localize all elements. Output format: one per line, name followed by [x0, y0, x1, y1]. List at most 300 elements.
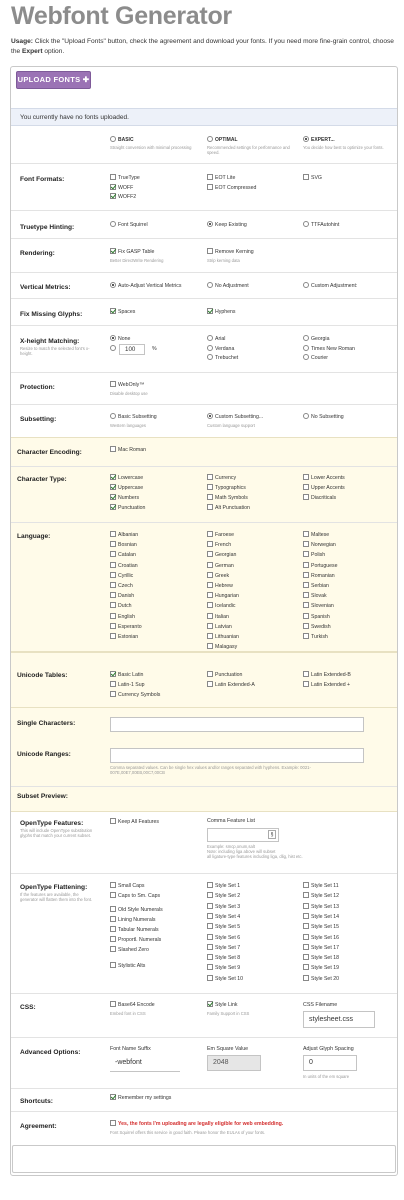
option-label: Style Set 5 — [215, 924, 241, 931]
keep-all-features-checkbox[interactable] — [110, 818, 159, 826]
option-description: Strip kerning data — [207, 258, 240, 263]
checkbox[interactable] — [110, 484, 116, 490]
radio-button[interactable] — [303, 354, 309, 360]
checkbox[interactable] — [207, 602, 213, 608]
label-rendering: Rendering: — [20, 250, 55, 257]
checkbox[interactable] — [303, 494, 309, 500]
language-option[interactable] — [207, 592, 239, 600]
label-charenc: Character Encoding: — [17, 449, 82, 456]
language-option[interactable] — [207, 623, 232, 631]
unicode-table-option[interactable] — [110, 681, 145, 689]
checkbox[interactable] — [110, 446, 116, 452]
option-label: Tabular Numerals — [118, 927, 159, 933]
chartype-option[interactable] — [207, 504, 250, 512]
style-set-option[interactable] — [303, 903, 339, 911]
checkbox[interactable] — [207, 484, 213, 490]
language-option[interactable] — [110, 602, 132, 610]
style-set-option[interactable] — [207, 975, 243, 983]
flatten-option[interactable] — [110, 946, 149, 954]
style-set-option[interactable] — [207, 944, 240, 952]
hinting-option[interactable] — [303, 221, 339, 229]
label-subsetting: Subsetting: — [20, 416, 57, 423]
checkbox[interactable] — [207, 944, 213, 950]
option-label: Mac Roman — [118, 447, 146, 453]
base64-checkbox[interactable] — [110, 1001, 155, 1009]
checkbox[interactable] — [303, 582, 309, 588]
checkbox[interactable] — [207, 582, 213, 588]
checkbox[interactable] — [303, 681, 309, 687]
checkbox[interactable] — [110, 1094, 116, 1100]
xheight-font-option[interactable] — [207, 335, 225, 343]
checkbox[interactable] — [207, 1001, 213, 1007]
agreement-checkbox[interactable] — [110, 1120, 283, 1128]
checkbox[interactable] — [207, 592, 213, 598]
xheight-font-option[interactable] — [303, 335, 329, 343]
upload-fonts-button[interactable]: UPLOAD FONTS ✚ — [16, 71, 91, 89]
checkbox[interactable] — [207, 623, 213, 629]
xheight-none[interactable] — [110, 335, 130, 343]
checkbox[interactable] — [207, 882, 213, 888]
unicode-ranges-input[interactable] — [110, 748, 364, 763]
checkbox[interactable] — [110, 184, 116, 190]
language-option[interactable] — [110, 531, 138, 539]
language-option[interactable] — [207, 643, 237, 651]
language-option[interactable] — [303, 592, 327, 600]
radio-button[interactable] — [110, 345, 116, 351]
label-single: Single Characters: — [17, 720, 76, 727]
checkbox[interactable] — [110, 936, 116, 942]
radio-button[interactable] — [207, 335, 213, 341]
checkbox[interactable] — [110, 962, 116, 968]
checkbox[interactable] — [110, 1120, 116, 1126]
vmetrics-option[interactable] — [303, 282, 357, 290]
xheight-value-input[interactable]: 100 — [119, 344, 145, 355]
css-filename-label: CSS Filename — [303, 1002, 338, 1008]
chartype-option[interactable] — [207, 484, 246, 492]
checkbox[interactable] — [207, 892, 213, 898]
language-option[interactable] — [110, 623, 142, 631]
language-option[interactable] — [110, 551, 136, 559]
checkbox[interactable] — [110, 494, 116, 500]
checkbox[interactable] — [110, 623, 116, 629]
language-option[interactable] — [303, 613, 330, 621]
radio-button[interactable] — [110, 282, 116, 288]
language-option[interactable] — [207, 562, 234, 570]
checkbox[interactable] — [110, 671, 116, 677]
checkbox[interactable] — [110, 551, 116, 557]
checkbox[interactable] — [110, 174, 116, 180]
language-option[interactable] — [303, 531, 329, 539]
chartype-option[interactable] — [303, 494, 336, 502]
style-set-option[interactable] — [303, 934, 339, 942]
format-option[interactable] — [303, 174, 322, 182]
radio-button[interactable] — [110, 413, 116, 419]
language-option[interactable] — [207, 551, 236, 559]
vmetrics-option[interactable] — [110, 282, 181, 290]
radio-button[interactable] — [303, 136, 309, 142]
checkbox[interactable] — [207, 184, 213, 190]
checkbox[interactable] — [303, 484, 309, 490]
option-description: Better DirectWrite Rendering — [110, 258, 164, 263]
option-label: Style Set 19 — [311, 965, 339, 972]
option-label: Danish — [118, 593, 135, 600]
label-css: CSS: — [20, 1004, 36, 1011]
flatten-option[interactable] — [110, 892, 160, 900]
single-characters-input[interactable] — [110, 717, 364, 732]
checkbox[interactable] — [303, 613, 309, 619]
option-label: Hebrew — [215, 583, 233, 589]
checkbox[interactable] — [207, 913, 213, 919]
style-set-option[interactable] — [303, 892, 339, 900]
glyph-spacing-input[interactable]: 0 — [303, 1055, 357, 1071]
xheight-font-option[interactable] — [303, 354, 328, 362]
style-set-option[interactable] — [207, 964, 240, 972]
checkbox[interactable] — [110, 474, 116, 480]
option-label: Uppercase — [118, 485, 144, 491]
option-description: You decide how best to optimize your fonts. — [303, 145, 384, 150]
checkbox[interactable] — [207, 504, 213, 510]
language-option[interactable] — [110, 541, 137, 549]
option-label: Keep Existing — [215, 222, 247, 228]
language-option[interactable] — [110, 633, 138, 641]
option-label: Stylistic Alts — [118, 963, 146, 969]
hinting-option[interactable] — [110, 221, 148, 229]
checkbox[interactable] — [207, 613, 213, 619]
checkbox[interactable] — [110, 892, 116, 898]
option-label: Keep All Features — [118, 819, 159, 825]
missing-glyph-option[interactable] — [207, 308, 235, 316]
flatten-option[interactable] — [110, 962, 145, 970]
option-description: Recommended settings for performance and speed. — [207, 145, 290, 156]
checkbox[interactable] — [110, 691, 116, 697]
checkbox[interactable] — [207, 964, 213, 970]
mode-1[interactable] — [207, 136, 238, 144]
flatten-option[interactable] — [110, 882, 145, 890]
xheight-font-option[interactable] — [303, 345, 355, 353]
format-option[interactable] — [110, 193, 136, 201]
language-option[interactable] — [207, 541, 231, 549]
radio-button[interactable] — [207, 221, 213, 227]
checkbox[interactable] — [110, 582, 116, 588]
checkbox[interactable] — [207, 531, 213, 537]
divider — [11, 1111, 397, 1112]
unicode-table-option[interactable] — [303, 681, 350, 689]
em-square-input[interactable]: 2048 — [207, 1055, 261, 1071]
checkbox[interactable] — [303, 903, 309, 909]
checkbox[interactable] — [110, 308, 116, 314]
language-option[interactable] — [110, 562, 138, 570]
radio-button[interactable] — [110, 136, 116, 142]
flatten-option[interactable] — [110, 906, 163, 914]
checkbox[interactable] — [303, 623, 309, 629]
language-option[interactable] — [207, 613, 229, 621]
style-link-checkbox[interactable] — [207, 1001, 238, 1009]
divider — [11, 238, 397, 239]
option-label: Courier — [311, 355, 329, 361]
checkbox[interactable] — [207, 923, 213, 929]
radio-button[interactable] — [207, 413, 213, 419]
language-option[interactable] — [110, 592, 134, 600]
checkbox[interactable] — [207, 633, 213, 639]
language-option[interactable] — [207, 602, 235, 610]
chartype-option[interactable] — [110, 474, 143, 482]
option-label: Basic Latin — [118, 672, 144, 678]
checkbox[interactable] — [110, 926, 116, 932]
feature-list-resize-icon: § — [268, 830, 276, 839]
checkbox[interactable] — [110, 504, 116, 510]
radio-button[interactable] — [303, 335, 309, 341]
option-label: Icelandic — [215, 603, 236, 610]
checkbox[interactable] — [207, 474, 213, 480]
checkbox[interactable] — [303, 602, 309, 608]
option-label: Croatian — [118, 562, 138, 569]
option-label: Style Set 14 — [311, 913, 339, 920]
checkbox[interactable] — [110, 882, 116, 888]
language-option[interactable] — [303, 551, 325, 559]
chartype-option[interactable] — [303, 474, 345, 482]
option-label: WebOnly™ — [118, 382, 145, 388]
radio-button[interactable] — [303, 282, 309, 288]
radio-button[interactable] — [207, 345, 213, 351]
option-label: Esperanto — [118, 623, 142, 630]
checkbox[interactable] — [303, 954, 309, 960]
style-set-option[interactable] — [303, 975, 339, 983]
option-label: None — [118, 336, 131, 342]
checkbox[interactable] — [110, 381, 116, 387]
option-label: Style Set 12 — [311, 893, 339, 900]
option-label: TrueType — [118, 175, 140, 181]
checkbox[interactable] — [303, 892, 309, 898]
subsetting-option[interactable] — [207, 413, 263, 421]
option-label: Dutch — [118, 603, 132, 610]
option-label: Times New Roman — [311, 345, 355, 352]
checkbox[interactable] — [303, 671, 309, 677]
checkbox[interactable] — [303, 541, 309, 547]
language-option[interactable] — [207, 531, 234, 539]
style-set-option[interactable] — [207, 892, 240, 900]
checkbox[interactable] — [303, 975, 309, 981]
checkbox[interactable] — [303, 944, 309, 950]
option-label: Italian — [215, 613, 229, 620]
unicode-table-option[interactable] — [110, 691, 160, 699]
checkbox[interactable] — [110, 602, 116, 608]
radio-button[interactable] — [303, 345, 309, 351]
checkbox[interactable] — [303, 474, 309, 480]
option-label: Georgian — [215, 552, 237, 559]
format-option[interactable] — [207, 184, 256, 192]
usage-text: Usage: Click the "Upload Fonts" button, check the agreement and download your fonts. If you need more fine-grain control, choose the Expert option. — [11, 38, 394, 55]
subsetting-option[interactable] — [110, 413, 157, 421]
xheight-font-option[interactable] — [207, 345, 234, 353]
checkbox[interactable] — [207, 954, 213, 960]
mode-2[interactable] — [303, 136, 335, 144]
chartype-option[interactable] — [207, 474, 236, 482]
checkbox[interactable] — [303, 923, 309, 929]
label-ranges: Unicode Ranges: — [17, 751, 71, 758]
chartype-option[interactable] — [207, 494, 248, 502]
style-set-option[interactable] — [207, 954, 240, 962]
radio-button[interactable] — [207, 136, 213, 142]
radio-button[interactable] — [303, 413, 309, 419]
xheight-font-option[interactable] — [207, 354, 238, 362]
format-option[interactable] — [207, 174, 235, 182]
unicode-table-option[interactable] — [110, 671, 143, 679]
language-option[interactable] — [207, 582, 233, 590]
checkbox[interactable] — [303, 964, 309, 970]
flatten-option[interactable] — [110, 926, 159, 934]
language-option[interactable] — [110, 582, 133, 590]
checkbox[interactable] — [303, 562, 309, 568]
style-set-option[interactable] — [303, 944, 339, 952]
subset-section-bg — [11, 437, 397, 652]
chartype-option[interactable] — [110, 484, 143, 492]
checkbox[interactable] — [207, 174, 213, 180]
css-filename-input[interactable]: stylesheet.css — [303, 1011, 375, 1028]
checkbox[interactable] — [207, 681, 213, 687]
style-set-option[interactable] — [303, 964, 339, 972]
rendering-option[interactable] — [207, 248, 254, 256]
format-option[interactable] — [110, 174, 140, 182]
chartype-option[interactable] — [110, 494, 139, 502]
vmetrics-option[interactable] — [207, 282, 249, 290]
option-label: Old Style Numerals — [118, 907, 163, 913]
checkbox[interactable] — [110, 562, 116, 568]
language-option[interactable] — [207, 633, 239, 641]
option-label: Base64 Encode — [118, 1002, 155, 1008]
unicode-table-option[interactable] — [303, 671, 351, 679]
style-set-option[interactable] — [207, 913, 240, 921]
checkbox[interactable] — [303, 531, 309, 537]
mac-roman-checkbox[interactable] — [110, 446, 146, 454]
label-otfeat: OpenType Features: — [20, 820, 84, 827]
language-option[interactable] — [303, 623, 331, 631]
checkbox[interactable] — [110, 572, 116, 578]
mode-title: OPTIMAL — [215, 137, 238, 143]
option-label: % — [152, 346, 157, 352]
radio-button[interactable] — [303, 221, 309, 227]
option-label: Upper Accents — [311, 485, 345, 491]
divider — [11, 298, 397, 299]
checkbox[interactable] — [207, 572, 213, 578]
option-label: SVG — [311, 175, 322, 181]
remember-settings-checkbox[interactable] — [110, 1094, 171, 1102]
language-option[interactable] — [303, 572, 335, 580]
language-option[interactable] — [303, 633, 328, 641]
missing-glyph-option[interactable] — [110, 308, 135, 316]
unicode-table-option[interactable] — [207, 681, 255, 689]
checkbox[interactable] — [207, 494, 213, 500]
subsetting-option[interactable] — [303, 413, 344, 421]
checkbox[interactable] — [303, 913, 309, 919]
checkbox[interactable] — [110, 1001, 116, 1007]
chartype-option[interactable] — [303, 484, 345, 492]
chartype-option[interactable] — [110, 504, 145, 512]
checkbox[interactable] — [207, 551, 213, 557]
checkbox[interactable] — [207, 562, 213, 568]
flatten-option[interactable] — [110, 916, 155, 924]
checkbox[interactable] — [303, 592, 309, 598]
checkbox[interactable] — [303, 882, 309, 888]
checkbox[interactable] — [207, 541, 213, 547]
checkbox[interactable] — [303, 934, 309, 940]
checkbox[interactable] — [110, 613, 116, 619]
checkbox[interactable] — [303, 572, 309, 578]
option-label: Georgia — [311, 336, 330, 342]
language-option[interactable] — [303, 602, 334, 610]
checkbox[interactable] — [207, 934, 213, 940]
option-description: Comma separated values. Can be single hex values and/or ranges separated with hyphens. Example: 0021-007E,00E7,00EB,00C7,00CB — [110, 765, 311, 776]
language-option[interactable] — [110, 572, 133, 580]
option-label: Greek — [215, 572, 230, 579]
checkbox[interactable] — [110, 541, 116, 547]
unicode-table-option[interactable] — [207, 671, 242, 679]
checkbox[interactable] — [207, 975, 213, 981]
format-option[interactable] — [110, 184, 133, 192]
checkbox[interactable] — [110, 592, 116, 598]
option-label: Style Set 13 — [311, 903, 339, 910]
checkbox[interactable] — [303, 633, 309, 639]
radio-button[interactable] — [207, 354, 213, 360]
language-option[interactable] — [207, 572, 229, 580]
checkbox[interactable] — [207, 643, 213, 649]
style-set-option[interactable] — [303, 882, 339, 890]
option-label: Latin Extended-A — [215, 682, 255, 688]
option-label: Spaces — [118, 309, 136, 315]
checkbox[interactable] — [110, 946, 116, 952]
language-option[interactable] — [303, 562, 338, 570]
style-set-option[interactable] — [207, 934, 240, 942]
checkbox[interactable] — [110, 906, 116, 912]
checkbox[interactable] — [110, 916, 116, 922]
style-set-option[interactable] — [207, 903, 240, 911]
checkbox[interactable] — [303, 174, 309, 180]
language-option[interactable] — [110, 613, 135, 621]
webonly-checkbox[interactable] — [110, 381, 144, 389]
checkbox[interactable] — [110, 681, 116, 687]
checkbox[interactable] — [110, 531, 116, 537]
rendering-option[interactable] — [110, 248, 154, 256]
checkbox[interactable] — [207, 671, 213, 677]
style-set-option[interactable] — [303, 913, 339, 921]
checkbox[interactable] — [207, 903, 213, 909]
hinting-option[interactable] — [207, 221, 247, 229]
checkbox[interactable] — [207, 308, 213, 314]
radio-button[interactable] — [110, 335, 116, 341]
language-option[interactable] — [303, 582, 329, 590]
option-label: Remember my settings — [118, 1095, 172, 1101]
checkbox[interactable] — [110, 818, 116, 824]
checkbox[interactable] — [110, 193, 116, 199]
style-set-option[interactable] — [303, 923, 339, 931]
mode-0[interactable] — [110, 136, 134, 144]
checkbox[interactable] — [110, 248, 116, 254]
style-set-option[interactable] — [303, 954, 339, 962]
option-description: Western languages — [110, 423, 147, 428]
style-set-option[interactable] — [207, 882, 240, 890]
style-set-option[interactable] — [207, 923, 240, 931]
radio-button[interactable] — [207, 282, 213, 288]
font-suffix-input[interactable]: -webfont — [110, 1055, 180, 1072]
flatten-option[interactable] — [110, 936, 161, 944]
language-option[interactable] — [303, 541, 336, 549]
option-label: Verdana — [215, 345, 235, 352]
radio-button[interactable] — [110, 221, 116, 227]
divider — [11, 466, 397, 467]
mode-title: EXPERT... — [311, 137, 335, 143]
checkbox[interactable] — [303, 551, 309, 557]
checkbox[interactable] — [110, 633, 116, 639]
checkbox[interactable] — [207, 248, 213, 254]
